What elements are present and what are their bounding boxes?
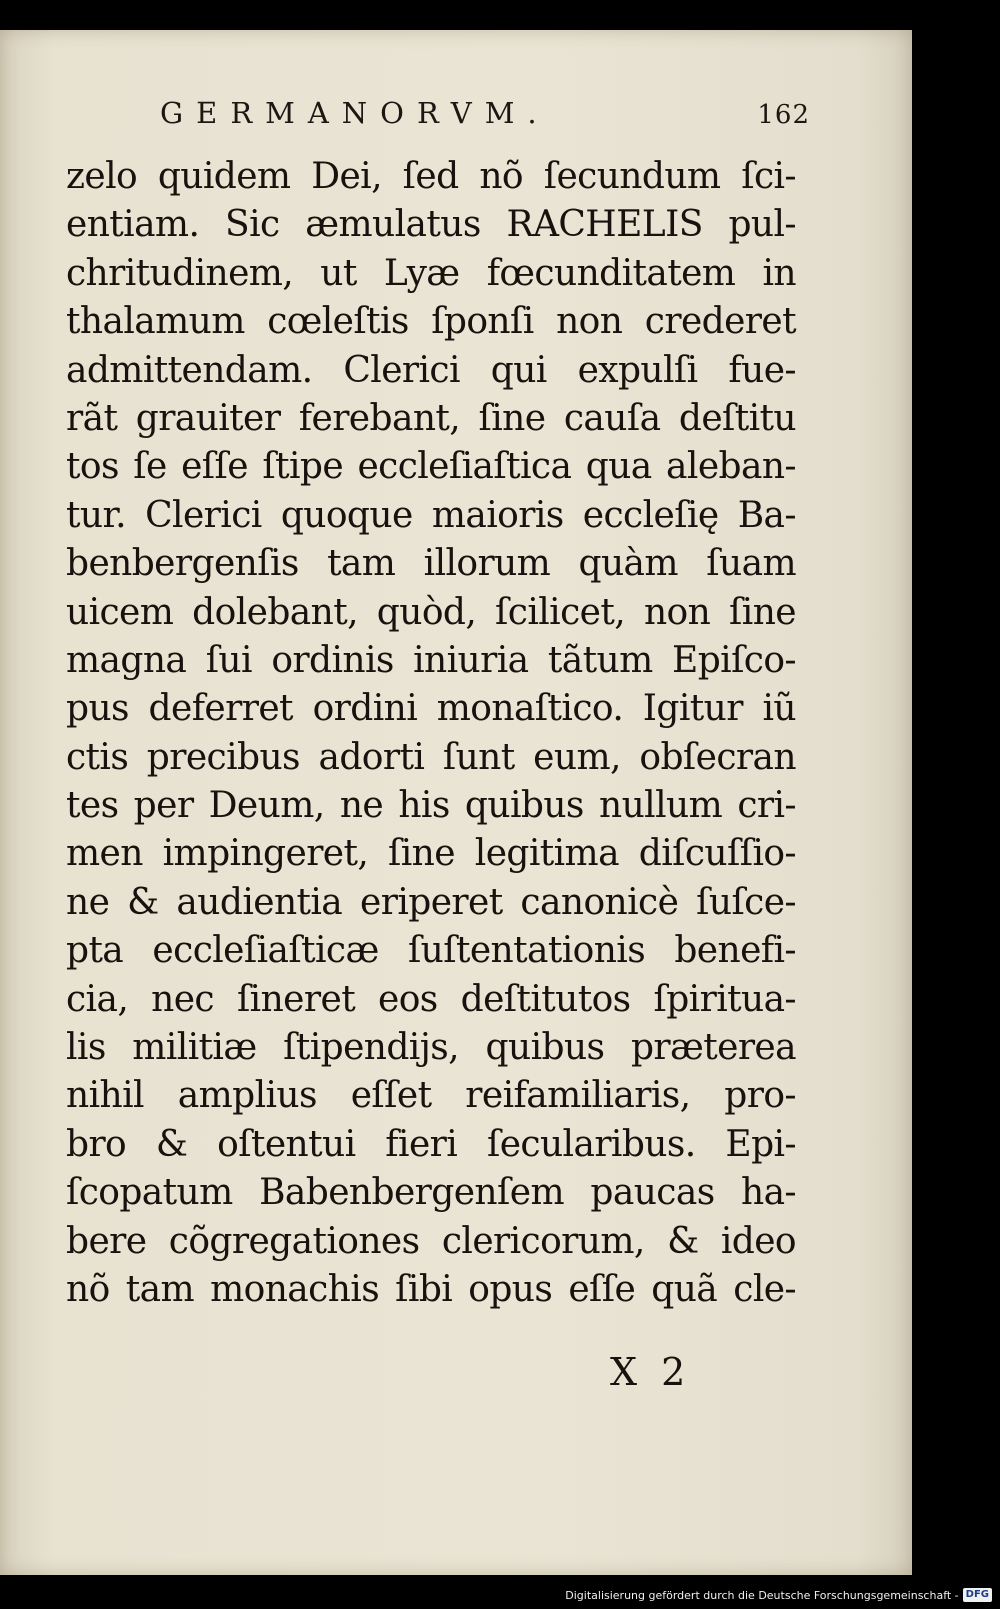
text-line: thalamum cœleſtis ſponſi non crederet	[66, 301, 796, 343]
page-number: 162	[757, 100, 810, 130]
signature-mark: X 2	[610, 1350, 692, 1394]
text-line: pta eccleſiaſticæ ſuſtentationis benefi-	[66, 930, 796, 972]
text-line: pus deferret ordini monaſtico. Igitur iũ	[66, 688, 796, 730]
dfg-logo-icon: DFG	[963, 1588, 992, 1602]
text-line: zelo quidem Dei, ſed nõ ſecundum ſci-	[66, 156, 796, 197]
text-line: ſcopatum Babenbergenſem paucas ha-	[66, 1172, 796, 1214]
digitization-footer	[565, 1585, 992, 1605]
body-text	[66, 153, 796, 1314]
text-line: chritudinem, ut Lyæ fœcunditatem in	[66, 252, 796, 294]
text-line: bere cõgregationes clericorum, & ideo	[66, 1220, 796, 1262]
text-line: tur. Clerici quoque maioris eccleſię Ba-	[66, 494, 796, 536]
text-line: cia, nec ſineret eos deſtitutos ſpiritua-	[66, 978, 796, 1020]
text-line: tos ſe eſſe ſtipe eccleſiaſtica qua aleban-	[66, 446, 796, 488]
text-line: magna ſui ordinis iniuria tãtum Epiſco-	[66, 639, 796, 681]
funding-credit: Digitalisierung gefördert durch die Deutsche Forschungsgemeinschaft -	[565, 1588, 959, 1602]
book-page	[0, 30, 912, 1575]
text-line: uicem dolebant, quòd, ſcilicet, non ſine	[66, 591, 796, 633]
text-line: nihil amplius eſſet reifamiliaris, pro-	[66, 1075, 796, 1117]
text-line: benbergenſis tam illorum quàm ſuam	[66, 543, 796, 585]
text-line: entiam. Sic æmulatus RACHELIS pul-	[66, 204, 796, 246]
text-line: nõ tam monachis ſibi opus eſſe quã cle-	[66, 1268, 796, 1310]
running-head: GERMANORVM.	[160, 96, 550, 130]
page-header	[150, 92, 810, 142]
text-line: bro & oſtentui fieri ſecularibus. Epi-	[66, 1123, 796, 1165]
text-line: admittendam. Clerici qui expulſi fue-	[66, 349, 796, 391]
text-line: rãt grauiter ferebant, ſine cauſa deſtitu	[66, 397, 796, 439]
text-line: ne & audientia eriperet canonicè ſuſce-	[66, 881, 796, 923]
text-line: lis militiæ ſtipendijs, quibus præterea	[66, 1027, 796, 1069]
text-line: men impingeret, ſine legitima diſcuſſio-	[66, 833, 796, 875]
text-line: ctis precibus adorti ſunt eum, obſecran	[66, 736, 796, 778]
text-line: tes per Deum, ne his quibus nullum cri-	[66, 785, 796, 827]
